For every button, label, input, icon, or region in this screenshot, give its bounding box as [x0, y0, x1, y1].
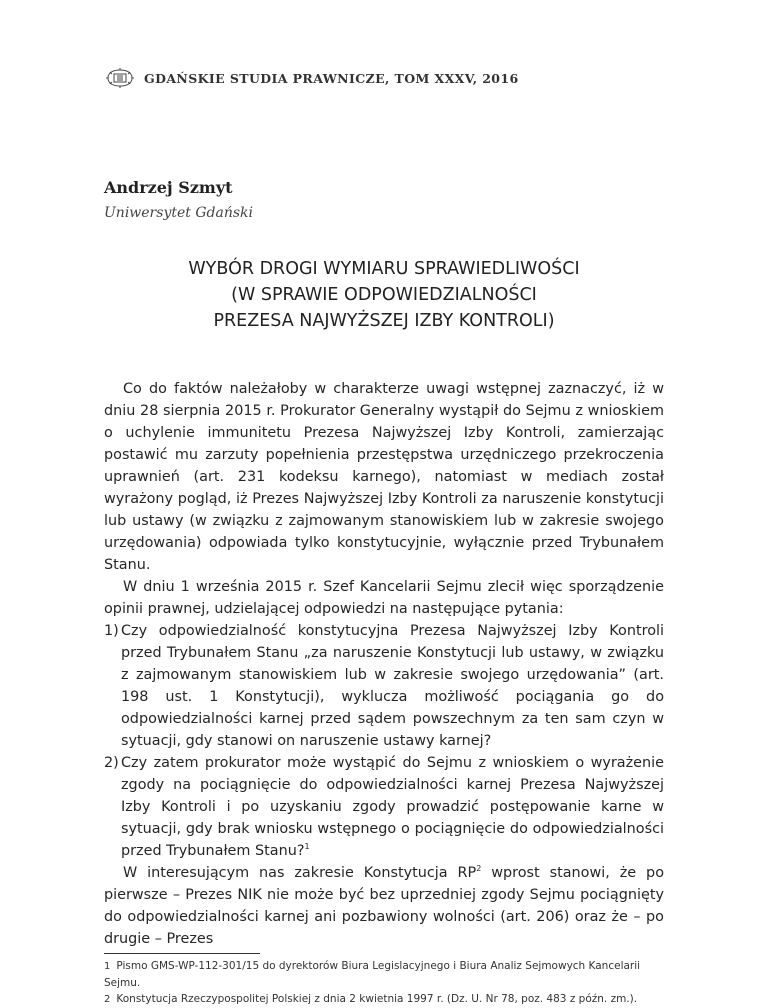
list-text-body: Czy zatem prokurator może wystąpić do Sejmu z wnioskiem o wyrażenie zgody na pociągnięcie do odpowiedzialności karnej Prezesa Najwyższej Izby Kontroli i po uzyskaniu zgody prowadzić postępowanie karne w sytuacji, gdy brak wniosku wstępnego o pociągnięcie do odpowiedzialności przed Trybunałem Stanu?	[121, 755, 664, 859]
article-body	[104, 378, 664, 950]
list-text: Czy odpowiedzialność konstytucyjna Prezesa Najwyższej Izby Kontroli przed Trybunałem Stanu „za naruszenie Konstytucji lub ustawy, w związku z zajmowanym stanowiskiem lub w zakresie swojego urzędowania” (art. 198 ust. 1 Konstytucji), wyklucza możliwość pociągania go do odpowiedzialności karnej przed sądem powszechnym za ten sam czyn w sytuacji, gdy stanowi on naruszenie ustawy karnej?	[121, 623, 664, 749]
list-item	[104, 620, 664, 752]
paragraph-text: wprost stanowi, że po pierwsze – Prezes NIK nie może być bez uprzedniej zgody Sejmu pociągnięty do odpowiedzialności karnej ani pozbawiony wolności (art. 206) oraz że – po drugie – Prezes	[104, 865, 664, 947]
footnote-ref[interactable]: 2	[476, 864, 482, 874]
article-title	[104, 256, 664, 334]
title-line: (W SPRAWIE ODPOWIEDZIALNOŚCI	[231, 285, 537, 305]
paragraph	[104, 862, 664, 950]
author-name: Andrzej Szmyt	[104, 178, 233, 197]
footnotes	[104, 958, 670, 1008]
author-affiliation: Uniwersytet Gdański	[104, 205, 253, 221]
university-crest-icon	[104, 66, 136, 90]
list-number: 1)	[104, 623, 119, 639]
list-number: 2)	[104, 755, 119, 771]
journal-title: GDAŃSKIE STUDIA PRAWNICZE, TOM XXXV, 2016	[144, 70, 519, 86]
footnote-number: 2	[104, 994, 111, 1005]
footnote-text: Pismo GMS-WP-112-301/15 do dyrektorów Biura Legislacyjnego i Biura Analiz Sejmowych Kancelarii Sejmu.	[104, 960, 641, 989]
title-line: PREZESA NAJWYŻSZEJ IZBY KONTROLI)	[213, 311, 555, 331]
list-text	[121, 752, 664, 862]
footnote-separator	[104, 953, 260, 954]
paragraph-text: W interesującym nas zakresie Konstytucja RP	[123, 865, 477, 881]
footnote-text: Konstytucja Rzeczypospolitej Polskiej z dnia 2 kwietnia 1997 r. (Dz. U. Nr 78, poz. 483 z późn. zm.).	[116, 993, 638, 1005]
title-line: WYBÓR DROGI WYMIARU SPRAWIEDLIWOŚCI	[188, 259, 580, 279]
list-item	[104, 752, 664, 862]
running-header	[104, 66, 519, 90]
paragraph: W dniu 1 września 2015 r. Szef Kancelarii Sejmu zlecił więc sporządzenie opinii prawnej, udzielającej odpowiedzi na następujące pytania:	[104, 579, 664, 617]
paragraph: Co do faktów należałoby w charakterze uwagi wstępnej zaznaczyć, iż w dniu 28 sierpnia 2015 r. Prokurator Generalny wystąpił do Sejmu z wnioskiem o uchylenie immunitetu Prezesa Najwyższej Izby Kontroli, zamierzając postawić mu zarzuty popełnienia przestępstwa urzędniczego przekroczenia uprawnień (art. 231 kodeksu karnego), natomiast w mediach został wyrażony pogląd, iż Prezes Najwyższej Izby Kontroli za naruszenie konstytucji lub ustawy (w związku z zajmowanym stanowiskiem lub w zakresie swojego urzędowania) odpowiada tylko konstytucyjnie, wyłącznie przed Trybunałem Stanu.	[104, 381, 664, 573]
footnote-ref[interactable]: 1	[304, 842, 310, 852]
footnote	[104, 958, 670, 991]
footnote-number: 1	[104, 961, 111, 972]
